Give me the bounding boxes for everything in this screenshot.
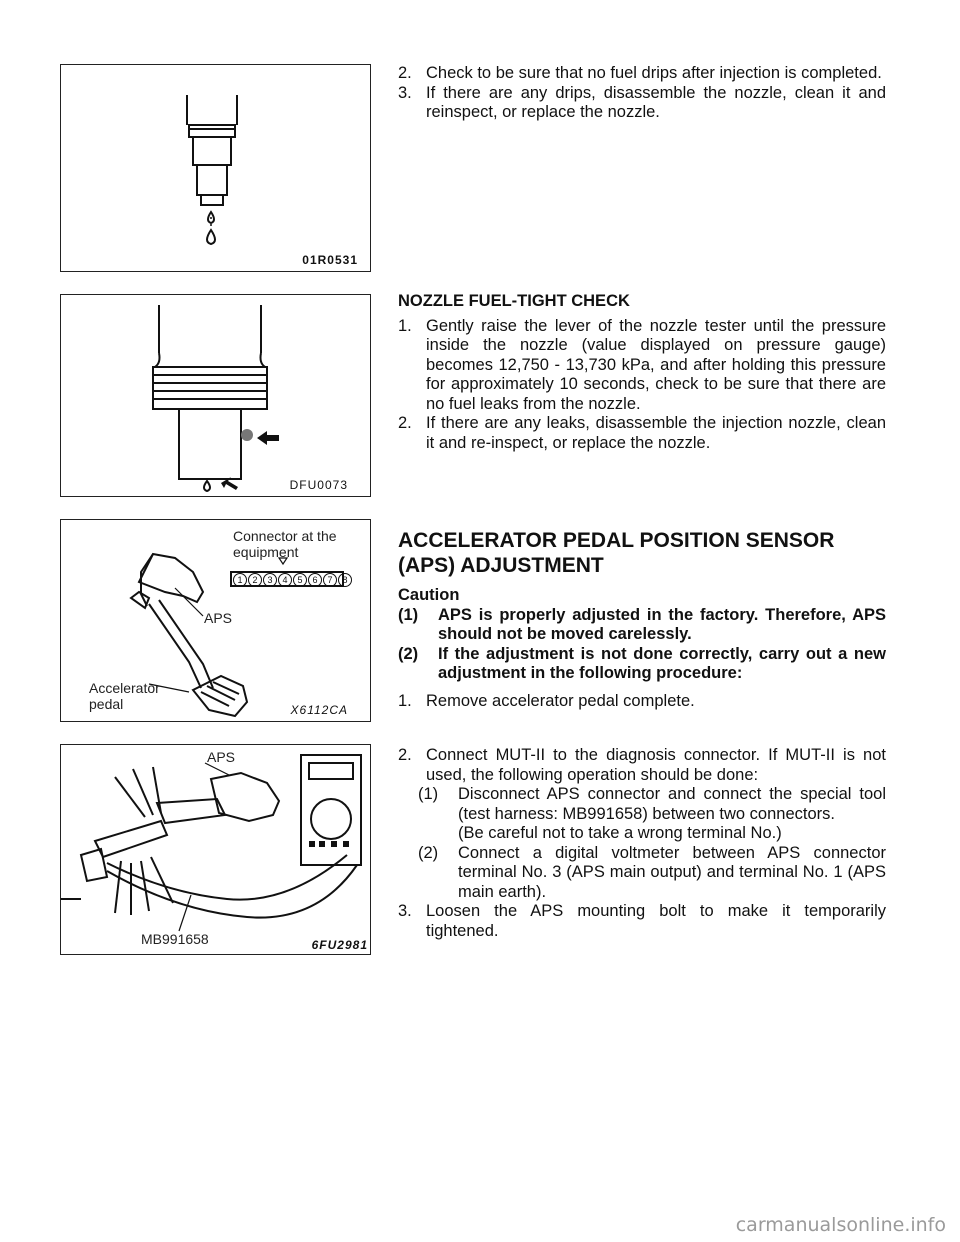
connector-label: Connector at the equipment	[233, 528, 337, 560]
connector-pin: 4	[278, 573, 292, 587]
figure-code: DFU0073	[289, 478, 348, 492]
connector-pin: 3	[263, 573, 277, 587]
connector-pin-row	[233, 573, 352, 587]
figure-code: 01R0531	[302, 253, 358, 267]
connector-pin: 8	[338, 573, 352, 587]
item-text: Connect MUT-II to the diagnosis connector. If MUT-II is not used, the following operation should be done:	[426, 746, 886, 784]
item-text: Disconnect APS connector and connect the special tool (test harness: MB991658) between two connectors.	[458, 785, 886, 823]
list-item	[398, 692, 886, 712]
item-text: Remove accelerator pedal complete.	[426, 691, 695, 710]
list-item	[398, 414, 886, 453]
list-item	[398, 84, 886, 123]
connector-pin: 6	[308, 573, 322, 587]
item-text: Connect a digital voltmeter between APS connector terminal No. 3 (APS main output) and terminal No. 1 (APS main earth).	[458, 843, 886, 901]
nozzle-leak-illustration	[61, 295, 372, 498]
item-text: If there are any drips, disassemble the nozzle, clean it and reinspect, or replace the nozzle.	[426, 83, 886, 121]
list-item	[398, 64, 886, 84]
item-number: 1.	[398, 316, 412, 335]
connector-pin: 5	[293, 573, 307, 587]
aps-harness-illustration	[61, 745, 372, 956]
figure-aps-harness	[60, 744, 371, 955]
item-text: Check to be sure that no fuel drips after injection is completed.	[426, 64, 882, 82]
caution-label: Caution	[398, 586, 460, 604]
watermark-url[interactable]: carmanualsonline.info	[735, 1214, 946, 1236]
item-number: 2.	[398, 64, 412, 82]
aps-label: APS	[204, 610, 233, 626]
item-number: 3.	[398, 902, 412, 920]
item-number: (2)	[398, 644, 419, 663]
item-number: 1.	[398, 691, 412, 710]
section-heading: ACCELERATOR PEDAL POSITION SENSOR (APS) ADJUSTMENT	[398, 529, 835, 577]
tool-label: MB991658	[141, 931, 209, 947]
item-number: 2.	[398, 414, 412, 432]
item-number: (1)	[398, 605, 419, 624]
list-item	[398, 317, 886, 415]
figure-code: 6FU2981	[311, 938, 368, 952]
section-nozzle-fuel-tight	[398, 292, 886, 453]
section-nozzle-drip	[398, 64, 886, 123]
item-text: Loosen the APS mounting bolt to make it temporarily tightened.	[426, 902, 886, 940]
figure-nozzle-drip	[60, 64, 371, 272]
figure-accelerator-pedal	[60, 519, 371, 722]
figure-code: X6112CA	[290, 703, 348, 717]
nozzle-drip-illustration	[61, 65, 372, 273]
list-item	[398, 902, 886, 941]
section-aps-connection	[398, 746, 886, 941]
item-note: (Be careful not to take a wrong terminal No.)	[458, 824, 782, 842]
connector-pin: 7	[323, 573, 337, 587]
item-text: Gently raise the lever of the nozzle tester until the pressure inside the nozzle (value displayed on pressure gauge) becomes 12,750 - 13,730 kPa, and after holding this pressure for approximately 10 seconds, check to be sure that there are no fuel leaks from the nozzle.	[426, 316, 886, 413]
sub-item	[398, 844, 886, 903]
list-item	[398, 746, 886, 785]
item-text: If the adjustment is not done correctly, carry out a new adjustment in the following procedure:	[438, 644, 886, 682]
item-number: (2)	[418, 843, 439, 862]
pedal-label: Accelerator pedal	[89, 680, 160, 712]
sub-item	[398, 785, 886, 844]
connector-pin: 2	[248, 573, 262, 587]
item-number: 2.	[398, 746, 412, 764]
section-heading: NOZZLE FUEL-TIGHT CHECK	[398, 292, 630, 310]
section-aps-adjustment	[398, 528, 886, 711]
item-number: (1)	[418, 785, 439, 803]
caution-item	[398, 606, 886, 645]
item-number: 3.	[398, 83, 412, 102]
connector-pin: 1	[233, 573, 247, 587]
figure-nozzle-leak	[60, 294, 371, 497]
item-text: If there are any leaks, disassemble the injection nozzle, clean it and re-inspect, or replace the nozzle.	[426, 414, 886, 452]
caution-item	[398, 645, 886, 684]
aps-label: APS	[207, 749, 236, 765]
item-text: APS is properly adjusted in the factory. Therefore, APS should not be moved carelessly.	[438, 605, 886, 643]
